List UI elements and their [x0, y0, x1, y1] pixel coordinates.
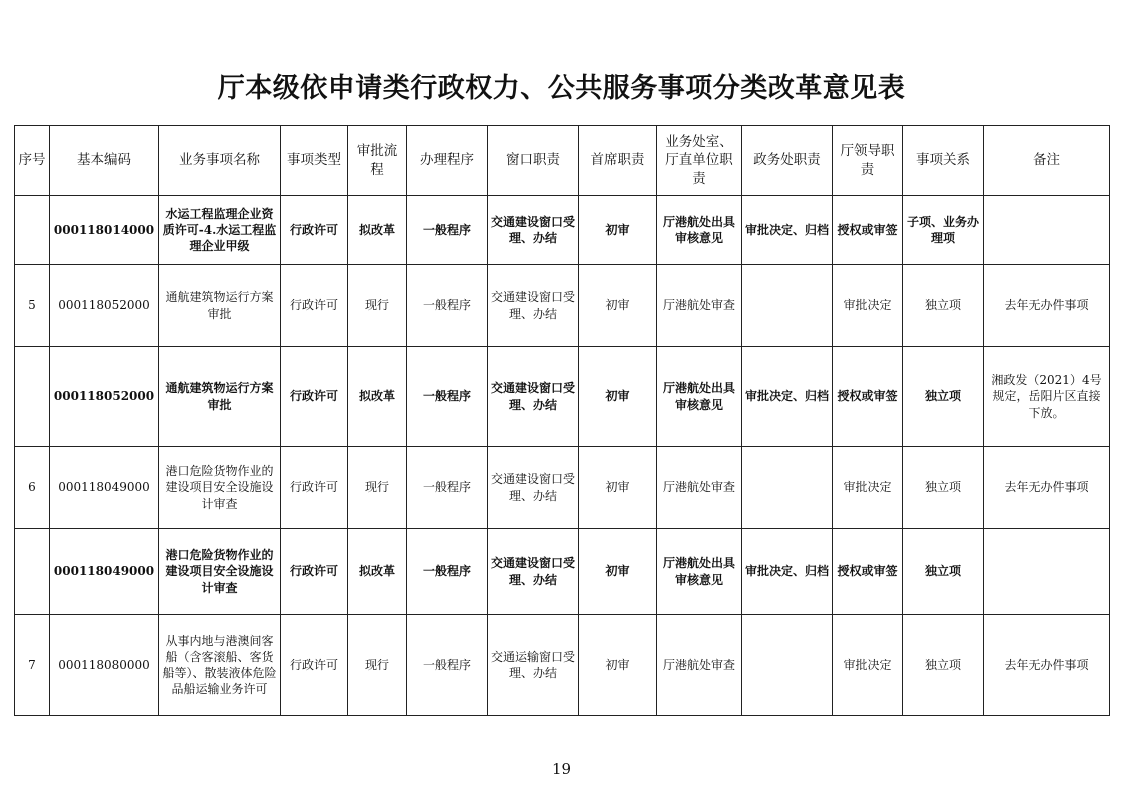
- cell-window: 交通建设窗口受理、办结: [488, 265, 579, 347]
- cell-relation: 独立项: [903, 447, 984, 529]
- cell-leader: 审批决定: [833, 265, 903, 347]
- cell-seq: 7: [15, 615, 50, 716]
- cell-gov: [742, 265, 833, 347]
- cell-window: 交通建设窗口受理、办结: [488, 347, 579, 447]
- cell-remark: 去年无办件事项: [984, 265, 1110, 347]
- cell-dept: 厅港航处审查: [657, 265, 742, 347]
- cell-type: 行政许可: [281, 196, 348, 265]
- header-seq: 序号: [15, 126, 50, 196]
- cell-gov: 审批决定、归档: [742, 529, 833, 615]
- cell-remark: 湘政发（2021）4号规定，岳阳片区直接下放。: [984, 347, 1110, 447]
- table-row: [15, 615, 1110, 716]
- header-type: 事项类型: [281, 126, 348, 196]
- cell-chief: 初审: [579, 196, 657, 265]
- cell-flow: 现行: [348, 615, 407, 716]
- header-gov: 政务处职责: [742, 126, 833, 196]
- cell-seq: 5: [15, 265, 50, 347]
- table-row: [15, 347, 1110, 447]
- cell-type: 行政许可: [281, 347, 348, 447]
- header-leader: 厅领导职责: [833, 126, 903, 196]
- cell-seq: 6: [15, 447, 50, 529]
- table-header-row: [15, 126, 1110, 196]
- cell-seq: [15, 529, 50, 615]
- document-title: 厅本级依申请类行政权力、公共服务事项分类改革意见表: [217, 73, 906, 104]
- cell-window: 交通建设窗口受理、办结: [488, 529, 579, 615]
- cell-chief: 初审: [579, 265, 657, 347]
- cell-code: 000118014000: [50, 196, 159, 265]
- cell-procedure: 一般程序: [407, 265, 488, 347]
- header-flow: 审批流程: [348, 126, 407, 196]
- cell-code: 000118080000: [50, 615, 159, 716]
- cell-gov: [742, 615, 833, 716]
- header-window: 窗口职责: [488, 126, 579, 196]
- cell-gov: [742, 447, 833, 529]
- cell-code: 000118052000: [50, 265, 159, 347]
- cell-remark: [984, 196, 1110, 265]
- cell-seq: [15, 196, 50, 265]
- cell-type: 行政许可: [281, 529, 348, 615]
- cell-dept: 厅港航处审查: [657, 615, 742, 716]
- cell-procedure: 一般程序: [407, 447, 488, 529]
- cell-name: 从事内地与港澳间客船（含客滚船、客货船等）、散装液体危险品船运输业务许可: [159, 615, 281, 716]
- cell-procedure: 一般程序: [407, 196, 488, 265]
- cell-gov: 审批决定、归档: [742, 196, 833, 265]
- cell-window: 交通建设窗口受理、办结: [488, 196, 579, 265]
- cell-leader: 授权或审签: [833, 347, 903, 447]
- cell-name: 通航建筑物运行方案审批: [159, 265, 281, 347]
- table-row: [15, 529, 1110, 615]
- reform-table: [14, 125, 1110, 716]
- cell-dept: 厅港航处出具审核意见: [657, 529, 742, 615]
- header-chief: 首席职责: [579, 126, 657, 196]
- cell-type: 行政许可: [281, 265, 348, 347]
- header-dept: 业务处室、厅直单位职责: [657, 126, 742, 196]
- cell-remark: 去年无办件事项: [984, 447, 1110, 529]
- cell-gov: 审批决定、归档: [742, 347, 833, 447]
- cell-chief: 初审: [579, 347, 657, 447]
- header-code: 基本编码: [50, 126, 159, 196]
- cell-flow: 现行: [348, 265, 407, 347]
- cell-flow: 拟改革: [348, 529, 407, 615]
- cell-remark: 去年无办件事项: [984, 615, 1110, 716]
- header-remark: 备注: [984, 126, 1110, 196]
- table-row: [15, 265, 1110, 347]
- cell-relation: 独立项: [903, 347, 984, 447]
- cell-code: 000118052000: [50, 347, 159, 447]
- header-relation: 事项关系: [903, 126, 984, 196]
- cell-name: 港口危险货物作业的建设项目安全设施设计审查: [159, 529, 281, 615]
- cell-relation: 子项、业务办理项: [903, 196, 984, 265]
- cell-relation: 独立项: [903, 265, 984, 347]
- cell-type: 行政许可: [281, 447, 348, 529]
- cell-seq: [15, 347, 50, 447]
- cell-leader: 授权或审签: [833, 196, 903, 265]
- cell-procedure: 一般程序: [407, 615, 488, 716]
- cell-dept: 厅港航处出具审核意见: [657, 196, 742, 265]
- cell-type: 行政许可: [281, 615, 348, 716]
- table-row: [15, 447, 1110, 529]
- page-number: 19: [551, 760, 572, 778]
- table-row: [15, 196, 1110, 265]
- cell-chief: 初审: [579, 615, 657, 716]
- cell-remark: [984, 529, 1110, 615]
- cell-dept: 厅港航处出具审核意见: [657, 347, 742, 447]
- cell-name: 港口危险货物作业的建设项目安全设施设计审查: [159, 447, 281, 529]
- cell-procedure: 一般程序: [407, 347, 488, 447]
- cell-relation: 独立项: [903, 615, 984, 716]
- cell-dept: 厅港航处审查: [657, 447, 742, 529]
- cell-window: 交通建设窗口受理、办结: [488, 447, 579, 529]
- cell-leader: 审批决定: [833, 447, 903, 529]
- cell-chief: 初审: [579, 447, 657, 529]
- cell-name: 水运工程监理企业资质许可-4.水运工程监理企业甲级: [159, 196, 281, 265]
- cell-flow: 拟改革: [348, 347, 407, 447]
- cell-name: 通航建筑物运行方案审批: [159, 347, 281, 447]
- cell-leader: 审批决定: [833, 615, 903, 716]
- cell-window: 交通运输窗口受理、办结: [488, 615, 579, 716]
- cell-flow: 现行: [348, 447, 407, 529]
- cell-code: 000118049000: [50, 529, 159, 615]
- cell-relation: 独立项: [903, 529, 984, 615]
- cell-leader: 授权或审签: [833, 529, 903, 615]
- header-procedure: 办理程序: [407, 126, 488, 196]
- cell-flow: 拟改革: [348, 196, 407, 265]
- cell-procedure: 一般程序: [407, 529, 488, 615]
- header-name: 业务事项名称: [159, 126, 281, 196]
- cell-chief: 初审: [579, 529, 657, 615]
- cell-code: 000118049000: [50, 447, 159, 529]
